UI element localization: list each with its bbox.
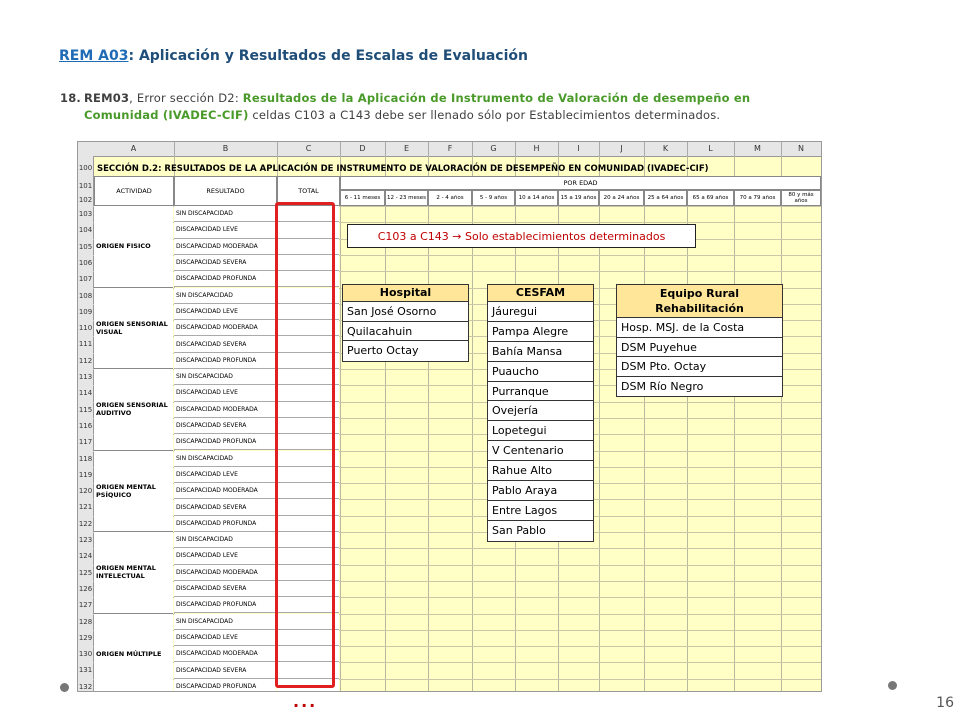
hospital-header: Hospital [343,285,468,302]
result-cell: DISCAPACIDAD LEVE [174,222,276,238]
row-header[interactable]: 114 [78,389,93,398]
column-header[interactable]: I [558,142,600,156]
grid-line [781,156,782,691]
page-number: 16 [936,695,954,711]
list-item: Rahue Alto [488,461,593,481]
result-cell: DISCAPACIDAD MODERADA [174,320,276,336]
highlight-total-column [275,202,335,688]
column-header-bar [78,142,821,157]
column-header[interactable]: D [340,142,386,156]
age-group-header: 65 a 69 años [687,190,734,206]
category-cell: ORIGEN SENSORIAL VISUAL [94,288,173,370]
result-cell: DISCAPACIDAD SEVERA [174,336,276,352]
result-cell: DISCAPACIDAD LEVE [174,385,276,401]
column-header[interactable]: H [515,142,559,156]
column-header[interactable]: J [599,142,645,156]
age-group-header: 80 y más años [781,190,821,206]
row-header[interactable]: 105 [78,242,93,251]
list-item: DSM Puyehue [617,338,782,358]
column-header[interactable]: F [428,142,473,156]
result-cell: DISCAPACIDAD MODERADA [174,402,276,418]
result-cell: DISCAPACIDAD SEVERA [174,499,276,515]
result-cell: DISCAPACIDAD LEVE [174,467,276,483]
age-group-header: 10 a 14 años [515,190,558,206]
grid-line [734,156,735,691]
result-cell: DISCAPACIDAD PROFUNDA [174,679,276,692]
item-sep: , Error sección D2: [129,91,239,105]
right-dot [888,681,897,690]
rural-table [616,284,783,397]
row-header[interactable]: 106 [78,258,93,267]
list-item: Lopetegui [488,421,593,441]
row-header[interactable]: 126 [78,584,93,593]
row-header[interactable]: 129 [78,633,93,642]
note-box: C103 a C143 → Solo establecimientos determinados [347,224,696,248]
header-total: TOTAL [277,176,340,206]
row-header[interactable]: 128 [78,617,93,626]
instruction-item [60,90,886,124]
result-cell: DISCAPACIDAD PROFUNDA [174,271,276,287]
age-group-header: 25 a 64 años [644,190,687,206]
result-cell: DISCAPACIDAD LEVE [174,630,276,646]
cesfam-list [488,302,593,541]
column-header[interactable]: B [174,142,278,156]
row-header[interactable]: 117 [78,438,93,447]
list-item: Puerto Octay [347,344,419,357]
list-item: Ovejería [488,401,593,421]
list-item: Quilacahuin [343,322,468,342]
row-header[interactable]: 113 [78,373,93,381]
result-cell: DISCAPACIDAD MODERADA [174,646,276,662]
result-cell: SIN DISCAPACIDAD [174,451,276,467]
header-resultado: RESULTADO [174,176,277,206]
row-header[interactable]: 119 [78,470,93,479]
row-header[interactable]: 120 [78,487,93,496]
page-title [59,48,528,64]
section-title: SECCIÓN D.2: RESULTADOS DE LA APLICACIÓN DE INSTRUMENTO DE VALORACIÓN DE DESEMPEÑO EN COMUNIDAD (IVADEC-CIF) [97,164,709,174]
age-group-header: 70 a 79 años [734,190,781,206]
column-header[interactable]: L [687,142,735,156]
list-item: Purranque [488,382,593,402]
row-header[interactable]: 108 [78,291,93,300]
result-cell: SIN DISCAPACIDAD [174,532,276,548]
age-group-header: 12 - 23 meses [385,190,428,206]
list-item: Entre Lagos [488,501,593,521]
list-item: V Centenario [488,441,593,461]
result-cell: SIN DISCAPACIDAD [174,206,276,222]
result-cell: DISCAPACIDAD LEVE [174,548,276,564]
grid-line [340,156,341,691]
result-cell: DISCAPACIDAD PROFUNDA [174,597,276,613]
item-green-1: Resultados de la Aplicación de Instrumento de Valoración de desempeño en [242,91,751,105]
list-item: Pablo Araya [488,481,593,501]
column-header[interactable]: G [472,142,516,156]
row-header[interactable]: 104 [78,226,93,235]
rural-list [617,318,782,396]
row-header[interactable]: 100 [78,164,93,172]
list-item: San Pablo [492,523,546,537]
hospital-list [343,302,468,361]
result-cell: DISCAPACIDAD SEVERA [174,255,276,271]
list-item: Bahía Mansa [488,342,593,362]
age-group-header: 15 a 19 años [558,190,599,206]
column-header[interactable]: M [734,142,782,156]
list-item: DSM Río Negro [621,379,704,393]
column-header[interactable]: C [277,142,341,156]
row-header[interactable]: 103 [78,210,93,218]
header-actividad: ACTIVIDAD [94,176,174,206]
list-item: Jáuregui [488,302,593,322]
age-group-header: 5 - 9 años [472,190,515,206]
title-rest: : Aplicación y Resultados de Escalas de Evaluación [128,48,528,64]
row-header[interactable]: 124 [78,552,93,561]
result-cell: SIN DISCAPACIDAD [174,288,276,304]
result-cell: DISCAPACIDAD MODERADA [174,565,276,581]
result-cell: DISCAPACIDAD MODERADA [174,483,276,499]
column-header[interactable]: A [93,142,175,156]
row-header[interactable]: 115 [78,405,93,414]
ellipsis: ... [293,692,318,711]
column-header[interactable]: N [781,142,822,156]
result-cell: DISCAPACIDAD PROFUNDA [174,353,276,369]
result-cell: SIN DISCAPACIDAD [174,614,276,630]
age-group-header: 2 - 4 años [428,190,472,206]
row-header[interactable]: 102 [78,196,93,204]
row-header[interactable]: 101 [78,182,93,190]
row-header[interactable]: 110 [78,324,93,333]
rural-header: Equipo Rural Rehabilitación [617,285,782,318]
result-cell: DISCAPACIDAD PROFUNDA [174,516,276,532]
row-header[interactable]: 132 [78,682,93,691]
item-number: 18. [60,91,81,105]
row-header[interactable]: 111 [78,340,93,349]
row-header[interactable]: 107 [78,275,93,284]
result-cell: DISCAPACIDAD MODERADA [174,239,276,255]
category-cell: ORIGEN SENSORIAL AUDITIVO [94,369,173,451]
item-rest: celdas C103 a C143 debe ser llenado sólo por Establecimientos determinados. [248,108,721,122]
row-header[interactable]: 112 [78,356,93,365]
result-cell: DISCAPACIDAD SEVERA [174,418,276,434]
result-cell: DISCAPACIDAD SEVERA [174,662,276,678]
row-header-bar [78,156,94,691]
hospital-table [342,284,469,362]
item-green-2: Comunidad (IVADEC-CIF) [84,108,249,122]
list-item: San José Osorno [343,302,468,322]
result-cell: DISCAPACIDAD LEVE [174,304,276,320]
grid-line [821,156,822,691]
row-header[interactable]: 123 [78,536,93,544]
column-header[interactable]: E [385,142,429,156]
header-por-edad: POR EDAD [340,176,821,190]
list-item: Pampa Alegre [488,322,593,342]
category-cell: ORIGEN FISICO [94,206,173,288]
row-header[interactable]: 127 [78,601,93,610]
row-header[interactable]: 118 [78,454,93,463]
column-header[interactable]: K [644,142,688,156]
age-group-header: 20 a 24 años [599,190,644,206]
row-header[interactable]: 109 [78,307,93,316]
row-header[interactable]: 125 [78,568,93,577]
result-cell: DISCAPACIDAD SEVERA [174,581,276,597]
list-item: Puaucho [488,362,593,382]
row-header[interactable]: 122 [78,519,93,528]
left-dot [60,683,69,692]
category-cell: ORIGEN MENTAL PSÍQUICO [94,451,173,533]
list-item: DSM Pto. Octay [617,357,782,377]
result-cell: DISCAPACIDAD PROFUNDA [174,434,276,450]
row-header[interactable]: 131 [78,666,93,675]
category-cell: ORIGEN MENTAL INTELECTUAL [94,532,173,614]
category-cell: ORIGEN MÚLTIPLE [94,614,173,693]
result-cell: SIN DISCAPACIDAD [174,369,276,385]
list-item: Hosp. MSJ. de la Costa [617,318,782,338]
rem-code-link[interactable]: REM A03 [59,48,129,64]
row-header[interactable]: 116 [78,421,93,430]
age-group-header: 6 - 11 meses [340,190,385,206]
cesfam-table [487,284,594,542]
cesfam-header: CESFAM [488,285,593,302]
item-code: REM03 [84,91,130,105]
row-header[interactable]: 121 [78,503,93,512]
row-header[interactable]: 130 [78,650,93,659]
